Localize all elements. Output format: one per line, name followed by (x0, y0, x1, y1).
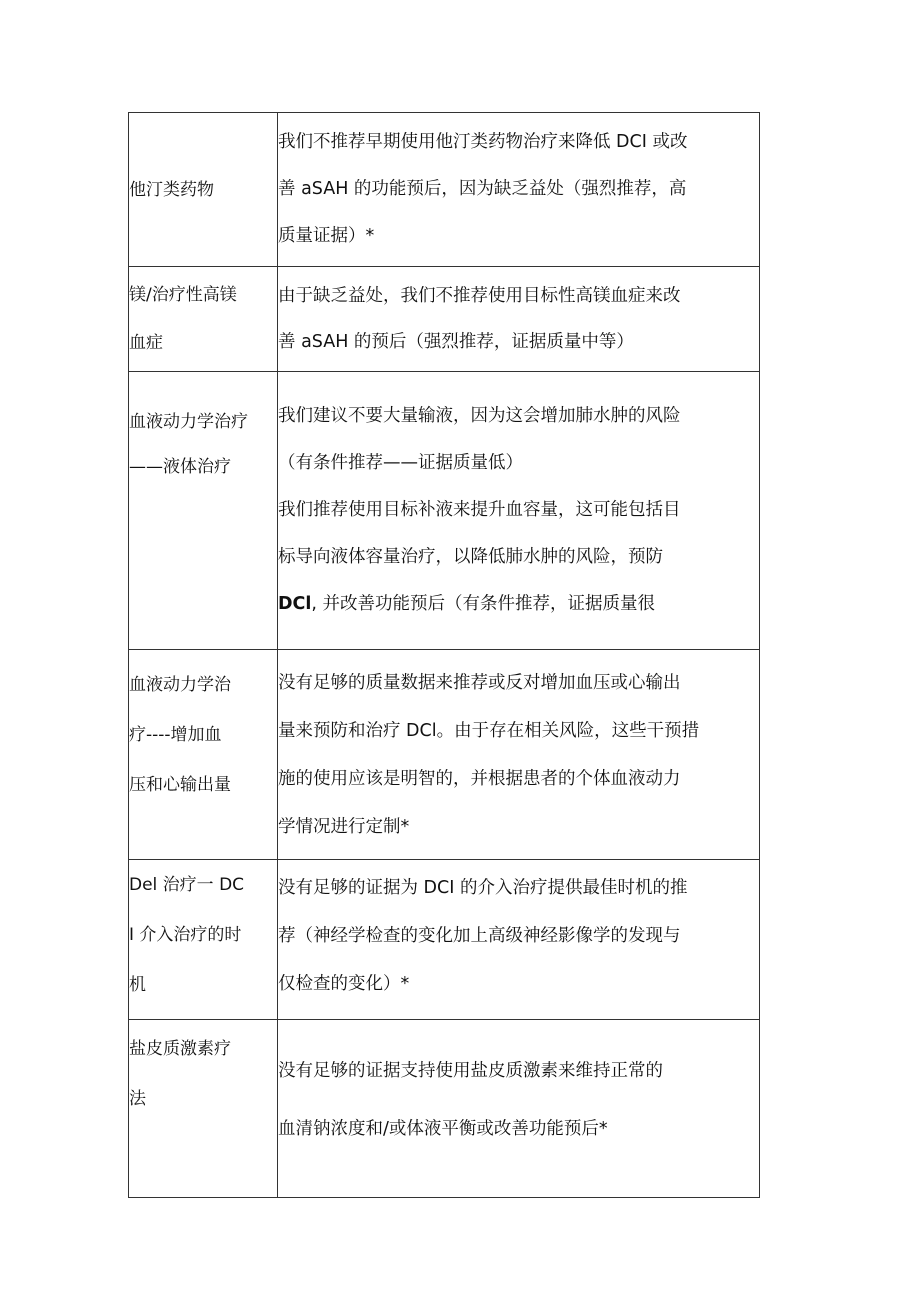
table-row (129, 113, 760, 267)
recommendation-text: 我们推荐使用目标补液来提升血容量，这可能包括目 (278, 500, 681, 520)
table-row (129, 372, 760, 650)
recommendation-table (128, 112, 760, 1198)
recommendation-text: 善 aSAH 的预后（强烈推荐，证据质量中等） (278, 332, 634, 352)
recommendation-cell (278, 650, 760, 860)
topic-text: 压和心输出量 (129, 775, 231, 795)
recommendation-text: 施的使用应该是明智的，并根据患者的个体血液动力 (278, 768, 681, 789)
recommendation-text: 荐（神经学检查的变化加上高级神经影像学的发现与 (278, 926, 681, 946)
topic-text: 血液动力学治 (129, 675, 231, 695)
recommendation-text: 学情况进行定制* (278, 816, 410, 837)
recommendation-text: 血清钠浓度和/或体液平衡或改善功能预后* (278, 1119, 608, 1139)
recommendation-text: 由于缺乏益处，我们不推荐使用目标性高镁血症来改 (278, 286, 681, 306)
recommendation-cell (278, 113, 760, 267)
recommendation-text: 我们不推荐早期使用他汀类药物治疗来降低 DCI 或改 (278, 132, 688, 152)
recommendation-text: 仅检查的变化）* (278, 974, 410, 994)
recommendation-text: 没有足够的质量数据来推荐或反对增加血压或心输出 (278, 672, 681, 693)
recommendation-cell (278, 372, 760, 650)
topic-cell (129, 267, 278, 372)
dci-term: DCl (278, 594, 312, 614)
recommendation-text: 量来预防和治疗 DCl。由于存在相关风险，这些干预措 (278, 720, 700, 741)
topic-cell (129, 1020, 278, 1198)
recommendation-text-rest: , 并改善功能预后（有条件推荐，证据质量很 (311, 594, 655, 614)
topic-text: 血液动力学治疗 (129, 412, 248, 432)
topic-text: ——液体治疗 (129, 457, 231, 477)
table-row (129, 650, 760, 860)
recommendation-text: 没有足够的证据支持使用盐皮质激素来维持正常的 (278, 1061, 663, 1081)
recommendation-text: 标导向液体容量治疗，以降低肺水肿的风险，预防 (278, 547, 663, 567)
topic-cell (129, 372, 278, 650)
table-row (129, 860, 760, 1020)
topic-text: 盐皮质激素疗 (129, 1039, 231, 1059)
recommendation-text: 质量证据）* (278, 226, 375, 246)
topic-text: Del 治疗一 DC (129, 875, 245, 895)
recommendation-text: 没有足够的证据为 DCI 的介入治疗提供最佳时机的推 (278, 878, 688, 898)
topic-cell (129, 860, 278, 1020)
topic-text: I 介入治疗的时 (129, 925, 242, 945)
recommendation-cell (278, 1020, 760, 1198)
topic-text: 镁/治疗性高镁 (129, 285, 237, 305)
recommendation-cell (278, 267, 760, 372)
topic-text: 疗----增加血 (129, 725, 222, 745)
table-row (129, 1020, 760, 1198)
topic-cell (129, 113, 278, 267)
topic-text: 血症 (129, 333, 163, 353)
recommendation-text: 善 aSAH 的功能预后，因为缺乏益处（强烈推荐，高 (278, 179, 687, 199)
topic-text: 他汀类药物 (129, 179, 214, 200)
recommendation-text: 我们建议不要大量输液，因为这会增加肺水肿的风险 (278, 406, 681, 426)
recommendation-text: （有条件推荐——证据质量低） (278, 453, 523, 473)
topic-cell (129, 650, 278, 860)
table-row (129, 267, 760, 372)
recommendation-text (278, 581, 759, 628)
recommendation-cell (278, 860, 760, 1020)
topic-text: 法 (129, 1089, 146, 1109)
topic-text: 机 (129, 975, 146, 995)
